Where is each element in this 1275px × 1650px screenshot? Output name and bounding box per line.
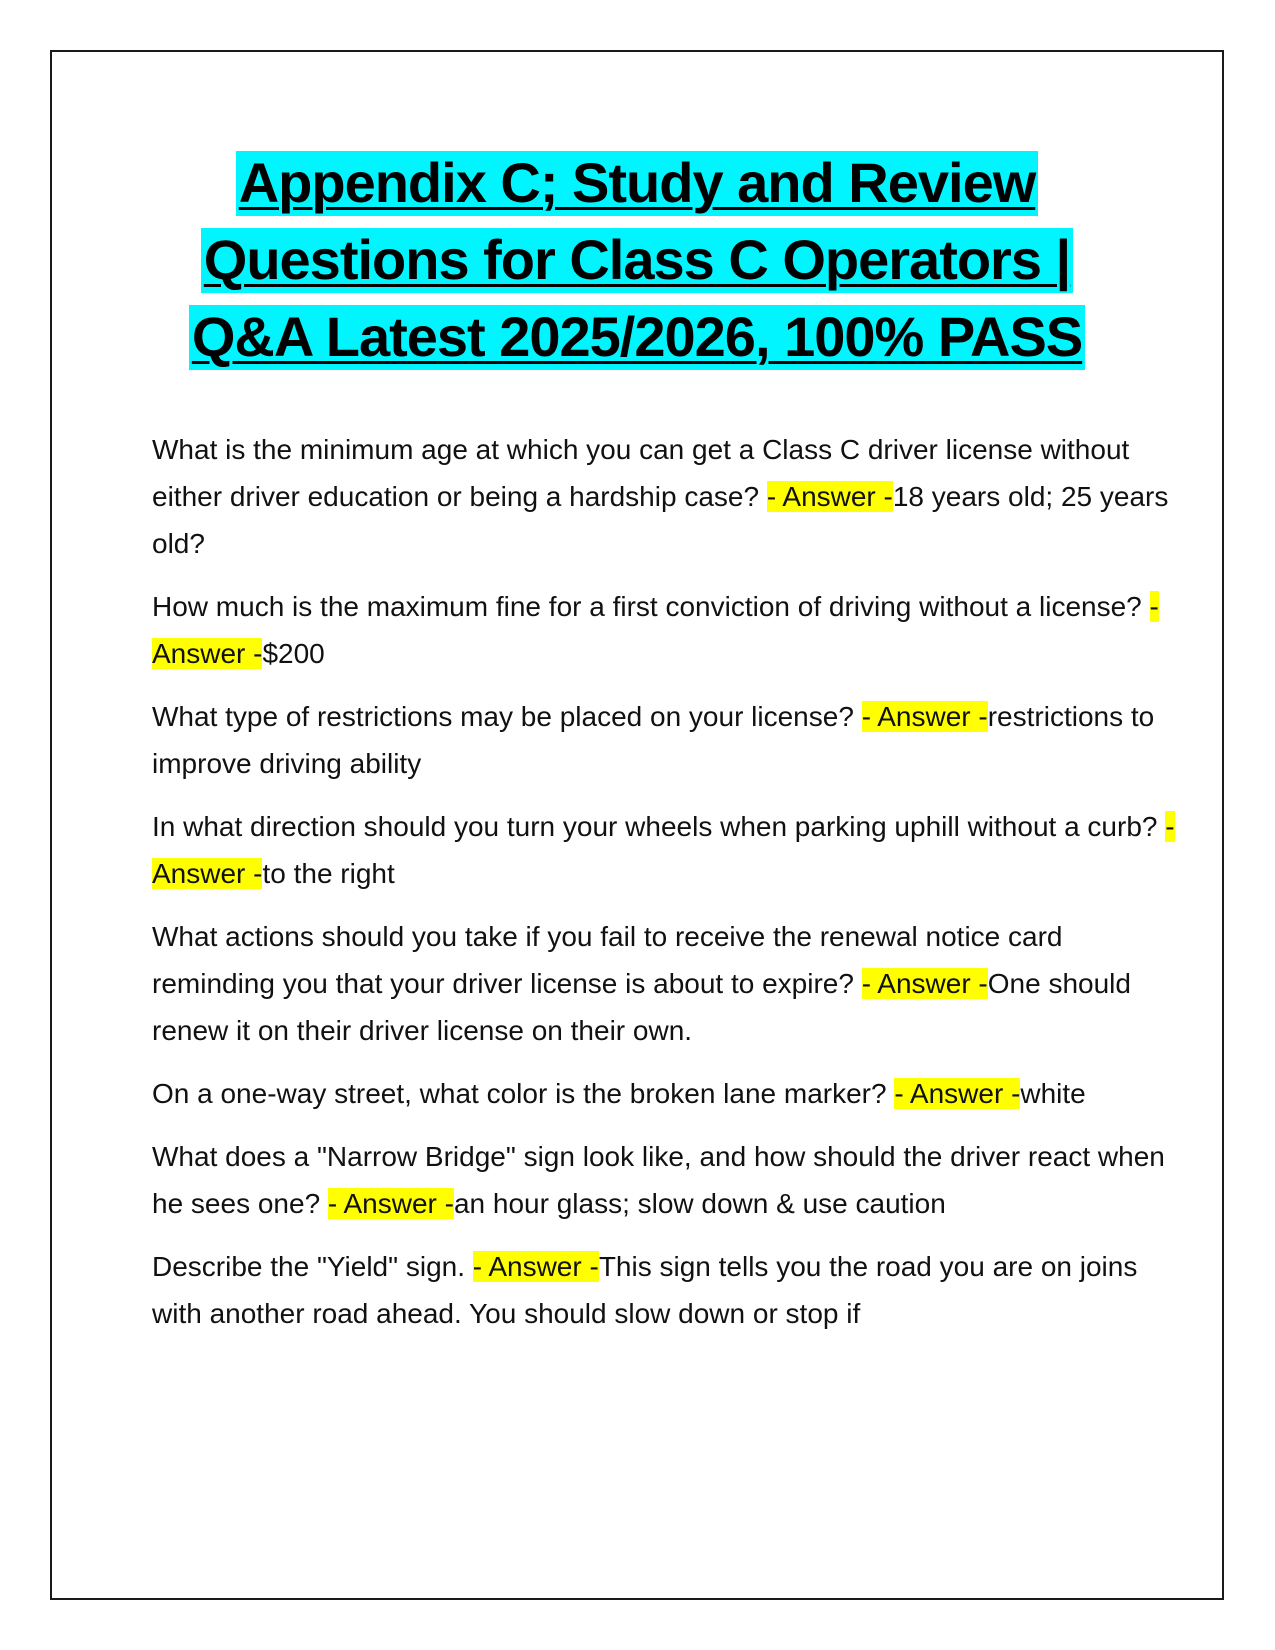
- answer-marker: - Answer -: [861, 701, 988, 732]
- answer-marker: - Answer -: [861, 968, 988, 999]
- qa-item: [152, 693, 1182, 787]
- answer-text: This sign tells you the road you are on joins with another road ahead. You should slow down or stop if: [152, 1251, 1138, 1329]
- document-page: [50, 50, 1224, 1600]
- answer-text: an hour glass; slow down & use caution: [453, 1188, 946, 1219]
- question-text: What is the minimum age at which you can get a Class C driver license without either driver education or being a hardship case?: [152, 434, 1130, 512]
- answer-text: $200: [262, 638, 325, 669]
- title-line-3: Q&A Latest 2025/2026, 100% PASS: [52, 298, 1222, 375]
- qa-list: [152, 426, 1182, 1337]
- answer-marker: - Answer -: [894, 1078, 1021, 1109]
- title-line-2: Questions for Class C Operators |: [52, 221, 1222, 298]
- answer-marker: - Answer -: [152, 591, 1159, 669]
- question-text: What does a "Narrow Bridge" sign look like, and how should the driver react when he sees one?: [152, 1141, 1165, 1219]
- answer-marker: - Answer -: [766, 481, 893, 512]
- question-text: What actions should you take if you fail to receive the renewal notice card reminding you that your driver license is about to expire?: [152, 921, 1063, 999]
- answer-text: white: [1020, 1078, 1086, 1109]
- question-text: In what direction should you turn your wheels when parking uphill without a curb?: [152, 811, 1166, 842]
- answer-text: to the right: [262, 858, 395, 889]
- qa-item: [152, 1133, 1182, 1227]
- question-text: What type of restrictions may be placed on your license?: [152, 701, 862, 732]
- qa-item: [152, 426, 1182, 567]
- question-text: How much is the maximum fine for a first conviction of driving without a license?: [152, 591, 1150, 622]
- answer-marker: - Answer -: [472, 1251, 599, 1282]
- qa-item: [152, 1070, 1182, 1117]
- page-title: [52, 144, 1222, 375]
- answer-text: One should renew it on their driver license on their own.: [152, 968, 1131, 1046]
- question-text: On a one-way street, what color is the broken lane marker?: [152, 1078, 895, 1109]
- title-line-1: Appendix C; Study and Review: [52, 144, 1222, 221]
- qa-item: [152, 913, 1182, 1054]
- qa-item: [152, 803, 1182, 897]
- question-text: Describe the "Yield" sign.: [152, 1251, 473, 1282]
- answer-marker: - Answer -: [327, 1188, 454, 1219]
- answer-text: restrictions to improve driving ability: [152, 701, 1155, 779]
- answer-text: 18 years old; 25 years old?: [152, 481, 1169, 559]
- answer-marker: - Answer -: [152, 811, 1175, 889]
- qa-item: [152, 1243, 1182, 1337]
- qa-item: [152, 583, 1182, 677]
